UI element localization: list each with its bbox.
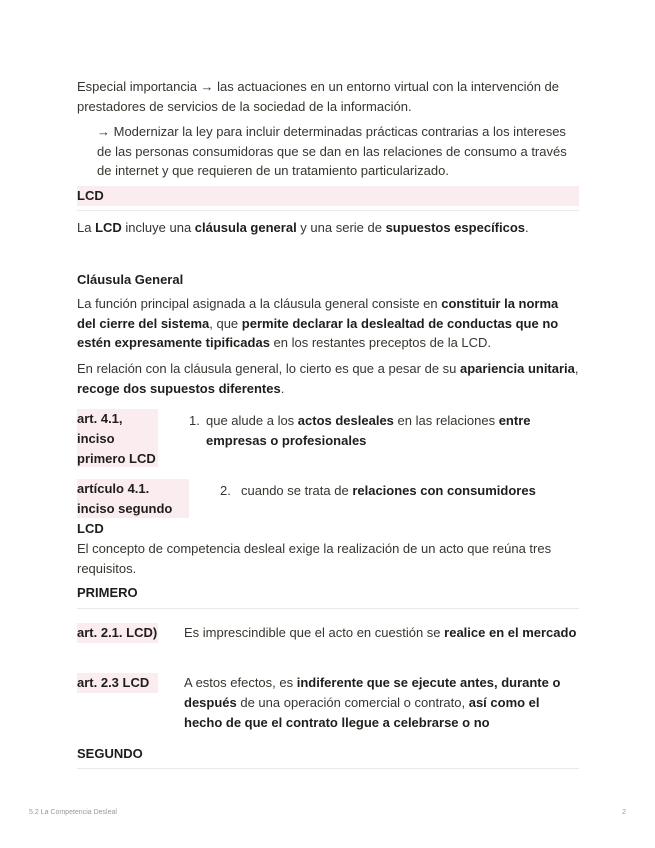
divider: [77, 768, 579, 769]
segundo-heading: SEGUNDO: [77, 746, 143, 761]
list-number: 1.: [189, 413, 200, 428]
requisito-text: A estos efectos, es indiferente que se ejecute antes, durante o después de una operación comercial o contrato, así como el hecho de que el contrato llegue a celebrarse o no: [184, 675, 561, 730]
divider: [77, 210, 579, 211]
supuesto-text: cuando se trata de relaciones con consumidores: [241, 483, 536, 498]
requisito-label: art. 2.3 LCD: [77, 673, 158, 693]
page-number: 2: [622, 809, 626, 816]
intro-paragraph: Especial importancia → las actuaciones en un entorno virtual con la intervención de prestadores de servicios de la sociedad de la información.: [77, 79, 559, 114]
clausula-paragraph-2: En relación con la cláusula general, lo cierto es que a pesar de su apariencia unitaria, recoge dos supuestos diferentes.: [77, 361, 579, 396]
clausula-paragraph-1: La función principal asignada a la cláusula general consiste en constituir la norma del cierre del sistema, que permite declarar la deslealtad de conductas que no estén expresamente tipificadas en los restantes preceptos de la LCD.: [77, 296, 559, 350]
clausula-heading: Cláusula General: [77, 272, 184, 287]
intro-bullet: → Modernizar la ley para incluir determinadas prácticas contrarias a los intereses de las personas consumidoras que se dan en las relaciones de consumo a través de internet y que requieren de un tratamiento particularizado.: [97, 124, 567, 178]
divider: [77, 608, 579, 609]
concepto-paragraph: El concepto de competencia desleal exige la realización de un acto que reúna tres requisitos.: [77, 541, 552, 576]
supuesto-text: que alude a los actos desleales en las relaciones entre empresas o profesionales: [206, 413, 531, 448]
lcd-paragraph: La LCD incluye una cláusula general y una serie de supuestos específicos.: [77, 220, 529, 235]
footer-title: 5.2 La Competencia Desleal: [29, 809, 117, 816]
lcd-heading: LCD: [77, 186, 579, 206]
primero-heading: PRIMERO: [77, 585, 138, 600]
requisito-text: Es imprescindible que el acto en cuestión se realice en el mercado: [184, 625, 577, 640]
supuesto-label: art. 4.1, inciso primero LCD: [77, 409, 158, 467]
requisito-label: art. 2.1. LCD): [77, 623, 158, 643]
list-number: 2.: [220, 483, 231, 498]
supuesto-label: artículo 4.1. inciso segundo LCD: [77, 479, 189, 518]
